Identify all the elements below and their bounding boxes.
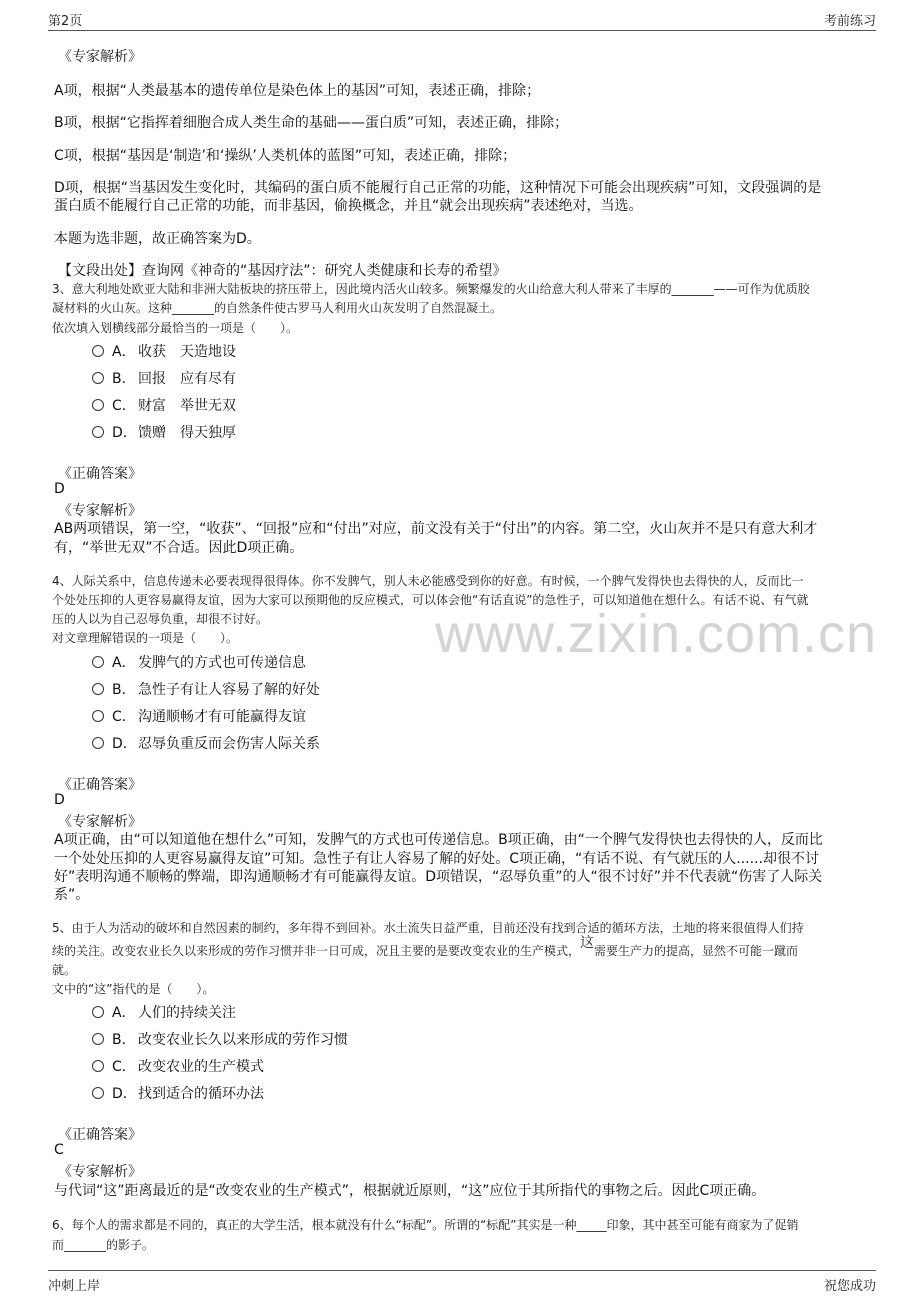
radio-icon[interactable] [92, 737, 104, 749]
q4-option-c[interactable]: C． 沟通顺畅才有可能赢得友谊 [92, 706, 306, 726]
question-4-line-2: 个处处压抑的人更容易赢得友谊，因为大家可以预期他的反应模式，可以体会他“有话直说”的急性子，可以知道他在想什么。有话不说、有气就 [52, 593, 809, 607]
radio-icon[interactable] [92, 1006, 104, 1018]
footer-right-text: 祝您成功 [823, 1279, 876, 1294]
radio-icon[interactable] [92, 683, 104, 695]
radio-icon[interactable] [92, 372, 104, 384]
q3-option-a[interactable]: A． 收获 天造地设 [92, 341, 236, 361]
question-4-line-3: 压的人以为自己忍辱负重，却很不讨好。 [52, 612, 269, 626]
answer-value: C [54, 1142, 64, 1158]
analysis-line-d2: 蛋白质不能履行自己正常的功能，而非基因，偷换概念，并且“就会出现疾病”表述绝对，当选。 [54, 198, 643, 214]
q3-option-c[interactable]: C． 财富 举世无双 [92, 395, 236, 415]
analysis-line: 与代词“这”距离最近的是“改变农业的生产模式”，根据就近原则，“这”应位于其所指代的事物之后。因此C项正确。 [54, 1183, 766, 1199]
radio-icon[interactable] [92, 399, 104, 411]
header-title: 考前练习 [823, 14, 876, 29]
question-4-prompt: 对文章理解错误的一项是（ ）。 [52, 631, 239, 645]
source-citation: 【文段出处】查询网《神奇的“基因疗法”：研究人类健康和长寿的希望》 [58, 263, 507, 279]
radio-icon[interactable] [92, 426, 104, 438]
page-footer [48, 1270, 876, 1297]
answer-label: 《正确答案》 [58, 777, 142, 793]
emphasized-word: 这 [580, 935, 595, 951]
q5-option-c[interactable]: C． 改变农业的生产模式 [92, 1056, 264, 1076]
question-5-line-1: 5、由于人为活动的破坏和自然因素的制约，多年得不到回补。水土流失日益严重，目前还没有找到合适的循环方法，土地的将来很值得人们持 [52, 921, 804, 935]
q5-option-d[interactable]: D．找到适合的循环办法 [92, 1083, 264, 1103]
question-6-line-2: 而_______的影子。 [52, 1238, 155, 1252]
analysis-line: 有，“举世无双”不合适。因此D项正确。 [54, 540, 304, 556]
radio-icon[interactable] [92, 1087, 104, 1099]
analysis-line-c: C项，根据“基因是‘制造’和‘操纵’人类机体的蓝图”可知，表述正确，排除； [54, 148, 517, 164]
radio-icon[interactable] [92, 1060, 104, 1072]
analysis-line-a: A项，根据“人类最基本的遗传单位是染色体上的基因”可知，表述正确，排除； [54, 83, 541, 99]
question-6-line-1: 6、每个人的需求都是不同的，真正的大学生活，根本就没有什么“标配”。所谓的“标配”其实是一种_____印象，其中甚至可能有商家为了促销 [52, 1218, 799, 1232]
question-5-line-3: 就。 [52, 963, 77, 977]
q4-option-b[interactable]: B． 急性子有让人容易了解的好处 [92, 679, 320, 699]
q3-option-b[interactable]: B． 回报 应有尽有 [92, 368, 236, 388]
analysis-line-d1: D项，根据“当基因发生变化时，其编码的蛋白质不能履行自己正常的功能，这种情况下可能会出现疾病”可知，文段强调的是 [54, 180, 822, 196]
analysis-line-b: B项，根据“它指挥着细胞合成人类生命的基础——蛋白质”可知，表述正确，排除； [54, 115, 569, 131]
question-5-prompt: 文中的“这”指代的是（ ）。 [52, 982, 215, 996]
answer-value: D [54, 792, 65, 808]
q4-option-d[interactable]: D．忍辱负重反而会伤害人际关系 [92, 733, 320, 753]
radio-icon[interactable] [92, 656, 104, 668]
analysis-line: 系”。 [54, 887, 90, 903]
radio-icon[interactable] [92, 345, 104, 357]
analysis-conclusion: 本题为选非题，故正确答案为D。 [54, 231, 261, 247]
question-3-prompt: 依次填入划横线部分最恰当的一项是（ ）。 [52, 321, 299, 335]
footer-left-text: 冲刺上岸 [48, 1279, 101, 1294]
radio-icon[interactable] [92, 710, 104, 722]
answer-label: 《正确答案》 [58, 1127, 142, 1143]
question-4-line-1: 4、人际关系中，信息传递未必要表现得很得体。你不发脾气，别人未必能感受到你的好意。有时候，一个脾气发得快也去得快的人，反而比一 [52, 574, 804, 588]
analysis-line: 好”表明沟通不顺畅的弊端，即沟通顺畅才有可能赢得友谊。D项错误，“忍辱负重”的人“很不讨好”并不代表就“伤害了人际关 [54, 869, 823, 885]
q5-option-a[interactable]: A． 人们的持续关注 [92, 1002, 236, 1022]
radio-icon[interactable] [92, 1033, 104, 1045]
answer-label: 《正确答案》 [58, 466, 142, 482]
page-header [48, 8, 876, 31]
analysis-label: 《专家解析》 [58, 1164, 142, 1180]
analysis-label: 《专家解析》 [58, 49, 142, 65]
answer-value: D [54, 481, 65, 497]
q4-option-a[interactable]: A． 发脾气的方式也可传递信息 [92, 652, 306, 672]
analysis-line: AB两项错误，第一空，“收获”、“回报”应和“付出”对应，前文没有关于“付出”的内容。第二空，火山灰并不是只有意大利才 [54, 521, 818, 537]
analysis-line: 一个处处压抑的人更容易赢得友谊”可知。急性子有让人容易了解的好处。C项正确，“有话不说、有气就压的人......却很不讨 [54, 851, 819, 867]
question-3-line-1: 3、意大利地处欧亚大陆和非洲大陆板块的挤压带上，因此境内活火山较多。频繁爆发的火山给意大利人带来了丰厚的_______——可作为优质胶 [52, 282, 810, 296]
q5-option-b[interactable]: B． 改变农业长久以来形成的劳作习惯 [92, 1029, 348, 1049]
watermark: www.zixin.com.cn [435, 604, 878, 664]
q3-option-d[interactable]: D．馈赠 得天独厚 [92, 422, 236, 442]
page-number: 第2页 [48, 14, 83, 29]
analysis-label: 《专家解析》 [58, 503, 142, 519]
question-3-line-2: 凝材料的火山灰。这种_______的自然条件使古罗马人利用火山灰发明了自然混凝土。 [52, 301, 503, 315]
question-5-line-2: 续的关注。改变农业长久以来形成的劳作习惯并非一日可成，况且主要的是要改变农业的生产模式，这需要生产力的提高，显然不可能一蹴而 [52, 935, 799, 958]
analysis-label: 《专家解析》 [58, 814, 142, 830]
analysis-line: A项正确，由“可以知道他在想什么”可知，发脾气的方式也可传递信息。B项正确，由“一个脾气发得快也去得快的人，反而比 [54, 832, 823, 848]
